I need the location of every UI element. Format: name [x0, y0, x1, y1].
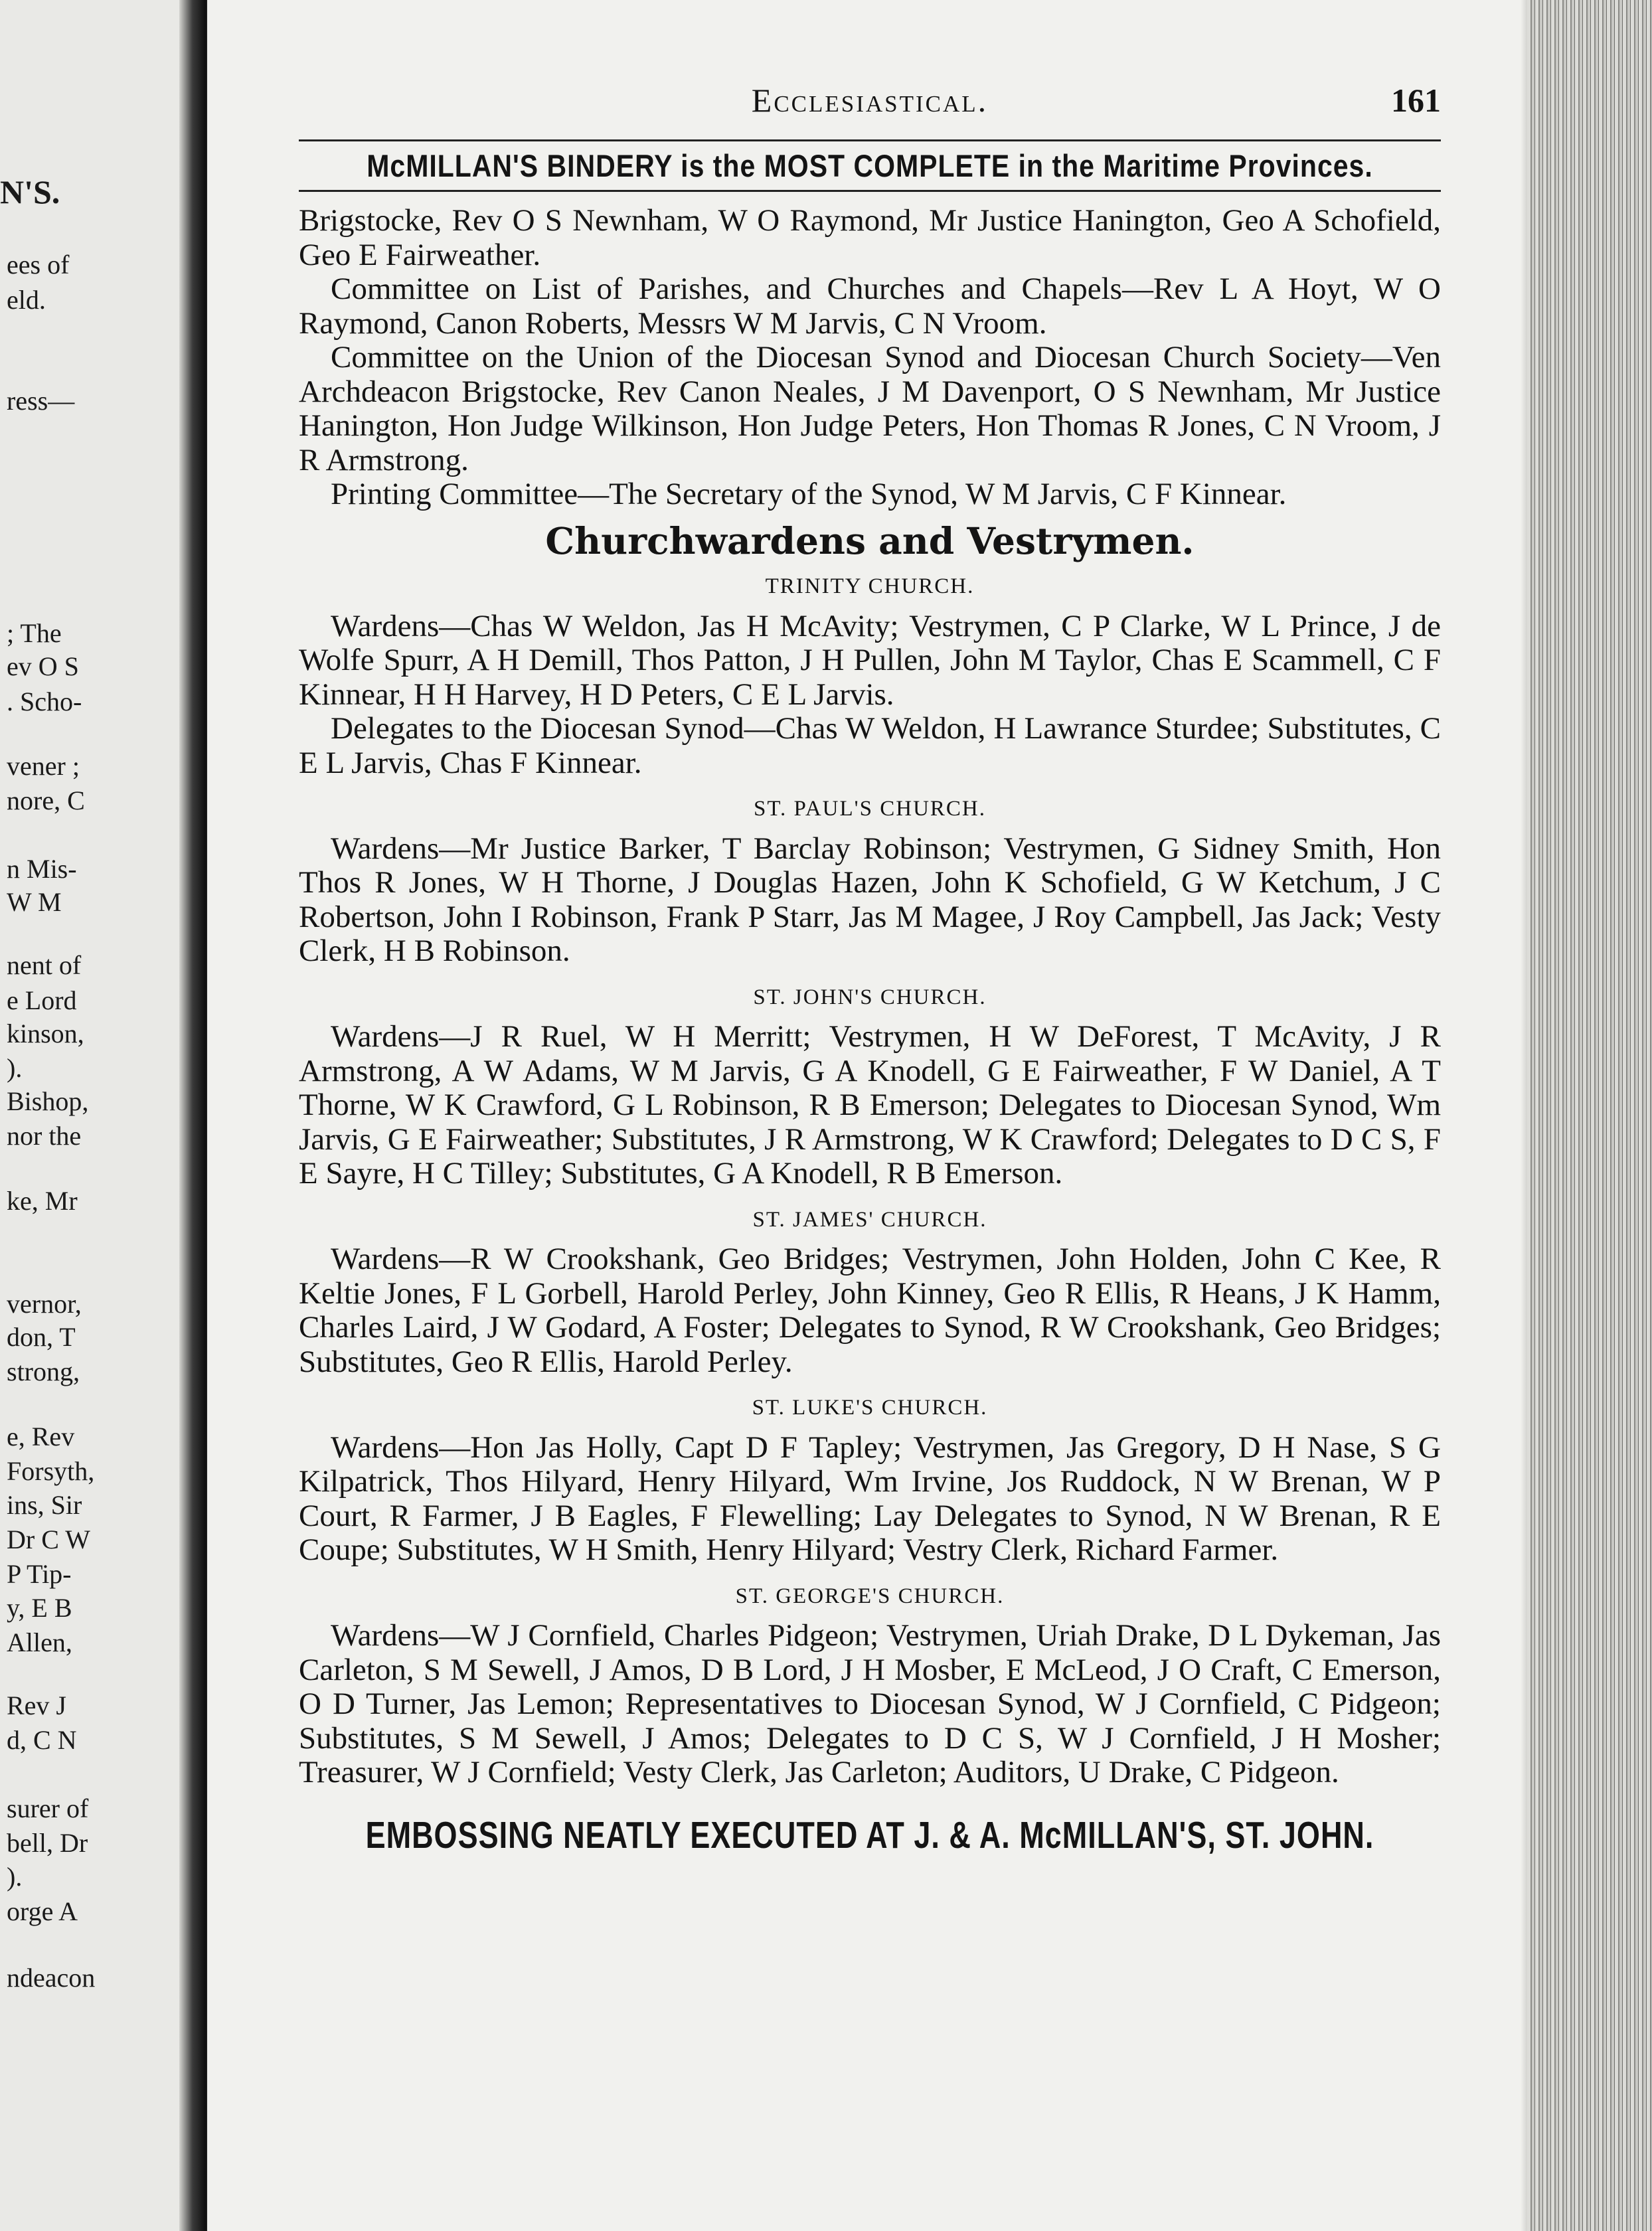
facing-page-fragment: don, T [7, 1322, 76, 1352]
facing-page-fragment: d, C N [7, 1725, 77, 1755]
paragraph: Printing Committee—The Secretary of the Synod, W M Jarvis, C F Kinnear. [331, 477, 1287, 511]
facing-page-fragment: P Tip- [7, 1559, 72, 1589]
church-heading: ST. LUKE'S CHURCH. [752, 1396, 988, 1420]
facing-page-fragment: ). [7, 1053, 23, 1083]
facing-page-fragment: ). [7, 1862, 23, 1892]
section-heading: Churchwardens and Vestrymen. [545, 519, 1195, 562]
facing-page-fragment: strong, [7, 1357, 80, 1386]
facing-page-fragment: vener ; [7, 751, 80, 781]
facing-page-fragment: ev O S [7, 651, 79, 681]
paragraph: Wardens—Mr Justice Barker, T Barclay Robinson; Vestrymen, G Sidney Smith, Hon Thos R Jones, W H Thorne, J Douglas Hazen, John K Schofield, G W Ketchum, J C Robertson, John I Robinson, Frank P Starr, Jas M Magee, J Roy Campbell, Jas Jack; Vesty Clerk, H B Robinson. [299, 831, 1441, 968]
facing-page-fragment: kinson, [7, 1019, 84, 1048]
header-advertisement: McMILLAN'S BINDERY is the MOST COMPLETE in the Maritime Provinces. [367, 148, 1373, 184]
church-heading: ST. PAUL'S CHURCH. [753, 797, 987, 821]
paragraph: Wardens—Chas W Weldon, Jas H McAvity; Vestrymen, C P Clarke, W L Prince, J de Wolfe Spurr, A H Demill, Thos Patton, J H Pullen, John M Taylor, Chas E Scammell, C F Kinnear, H H Harvey, H D Peters, C E L Jarvis. [299, 608, 1441, 712]
paragraph: Wardens—R W Crookshank, Geo Bridges; Vestrymen, John Holden, John C Kee, R Keltie Jones, F L Gorbell, Harold Perley, John Kinney, Geo R Ellis, R Heans, J K Hamm, Charles Laird, J W Godard, A Foster; Delegates to Synod, R W Crookshank, Geo Bridges; Substitutes, Geo R Ellis, Harold Perley. [299, 1242, 1441, 1379]
facing-page-fragment: ress— [7, 386, 75, 416]
facing-page-fragment: e, Rev [7, 1422, 75, 1451]
church-heading: ST. JAMES' CHURCH. [752, 1207, 987, 1232]
paragraph: Wardens—W J Cornfield, Charles Pidgeon; Vestrymen, Uriah Drake, D L Dykeman, Jas Carleton, S M Sewell, J Amos, D B Lord, J H Mosber, E McLeod, J O Craft, C Emerson, O D Turner, Jas Lemon; Representatives to Diocesan Synod, W J Cornfield, C Pidgeon; Substitutes, S M Sewell, J Amos; Delegates to D C S, W J Cornfield, J H Mosher; Treasurer, W J Cornfield; Vesty Clerk, Jas Carleton; Auditors, U Drake, C Pidgeon. [299, 1618, 1441, 1789]
facing-page-fragment: nore, C [7, 785, 85, 815]
facing-page-fragment: y, E B [7, 1593, 72, 1623]
facing-page-fragment: n Mis- [7, 854, 77, 884]
facing-page-fragment: e Lord [7, 985, 77, 1015]
page-edges [1527, 0, 1652, 2231]
paragraph: Delegates to the Diocesan Synod—Chas W Weldon, H Lawrance Sturdee; Substitutes, C E L Jarvis, Chas F Kinnear. [299, 711, 1441, 780]
footer-advertisement: EMBOSSING NEATLY EXECUTED AT J. & A. McMILLAN'S, ST. JOHN. [365, 1813, 1374, 1856]
facing-page-fragment: eld. [7, 285, 46, 315]
page-content [299, 73, 1441, 1856]
facing-page-fragment: Forsyth, [7, 1456, 95, 1486]
facing-page-fragment: . Scho- [7, 687, 82, 716]
facing-page-fragment: vernor, [7, 1289, 82, 1319]
paragraph: Brigstocke, Rev O S Newnham, W O Raymond, Mr Justice Hanington, Geo A Schofield, Geo E Fairweather. [299, 203, 1441, 272]
church-heading: ST. GEORGE'S CHURCH. [735, 1584, 1005, 1608]
facing-page-fragment: N'S. [0, 173, 60, 210]
facing-page-fragment: ; The [7, 618, 62, 648]
church-heading: ST. JOHN'S CHURCH. [753, 985, 987, 1009]
facing-page-fragment: W M [7, 887, 62, 917]
running-title: Ecclesiastical. [751, 82, 989, 119]
facing-page-fragment: Rev J [7, 1691, 66, 1720]
facing-page-fragment: ke, Mr [7, 1186, 78, 1216]
paragraph: Wardens—Hon Jas Holly, Capt D F Tapley; Vestrymen, Jas Gregory, D H Nase, S G Kilpatrick, Thos Hilyard, Henry Hilyard, Wm Irvine, Jos Ruddock, N W Brenan, W P Court, R Farmer, J B Eagles, F Flewelling; Lay Delegates to Synod, N W Brenan, R E Coupe; Substitutes, W H Smith, Henry Hilyard; Vestry Clerk, Richard Farmer. [299, 1430, 1441, 1567]
facing-page [0, 0, 193, 2231]
page-body [299, 204, 1441, 1790]
facing-page-fragment: nor the [7, 1121, 82, 1151]
paragraph: Committee on the Union of the Diocesan Synod and Diocesan Church Society—Ven Archdeacon Brigstocke, Rev Canon Neales, J M Davenport, O S Newnham, Mr Justice Hanington, Hon Judge Wilkinson, Hon Judge Peters, Hon Thomas R Jones, C N Vroom, J R Armstrong. [299, 340, 1441, 477]
facing-page-fragment: ees of [7, 250, 70, 280]
facing-page-fragment: orge A [7, 1896, 78, 1926]
book-gutter [179, 0, 206, 2231]
page-number: 161 [1391, 82, 1441, 119]
paragraph: Wardens—J R Ruel, W H Merritt; Vestrymen, H W DeForest, T McAvity, J R Armstrong, A W Adams, W M Jarvis, G A Knodell, G E Fairweather, F W Daniel, A T Thorne, W K Crawford, G L Robinson, R B Emerson; Delegates to Diocesan Synod, Wm Jarvis, G E Fairweather; Substitutes, J R Armstrong, W K Crawford; Delegates to D C S, F E Sayre, H C Tilley; Substitutes, G A Knodell, R B Emerson. [299, 1019, 1441, 1191]
church-heading: TRINITY CHURCH. [765, 574, 975, 598]
facing-page-fragment: Allen, [7, 1627, 72, 1657]
running-head [299, 73, 1441, 139]
book-page [207, 0, 1548, 2231]
facing-page-fragment: bell, Dr [7, 1828, 88, 1858]
facing-page-fragment: nent of [7, 950, 82, 980]
facing-page-fragment: Bishop, [7, 1086, 89, 1116]
facing-page-fragment: surer of [7, 1793, 89, 1823]
facing-page-fragment: ins, Sir [7, 1490, 82, 1520]
facing-page-fragment: Dr C W [7, 1525, 90, 1554]
facing-page-fragment: ndeacon [7, 1963, 96, 1993]
paragraph: Committee on List of Parishes, and Churches and Chapels—Rev L A Hoyt, W O Raymond, Canon Roberts, Messrs W M Jarvis, C N Vroom. [299, 272, 1441, 341]
